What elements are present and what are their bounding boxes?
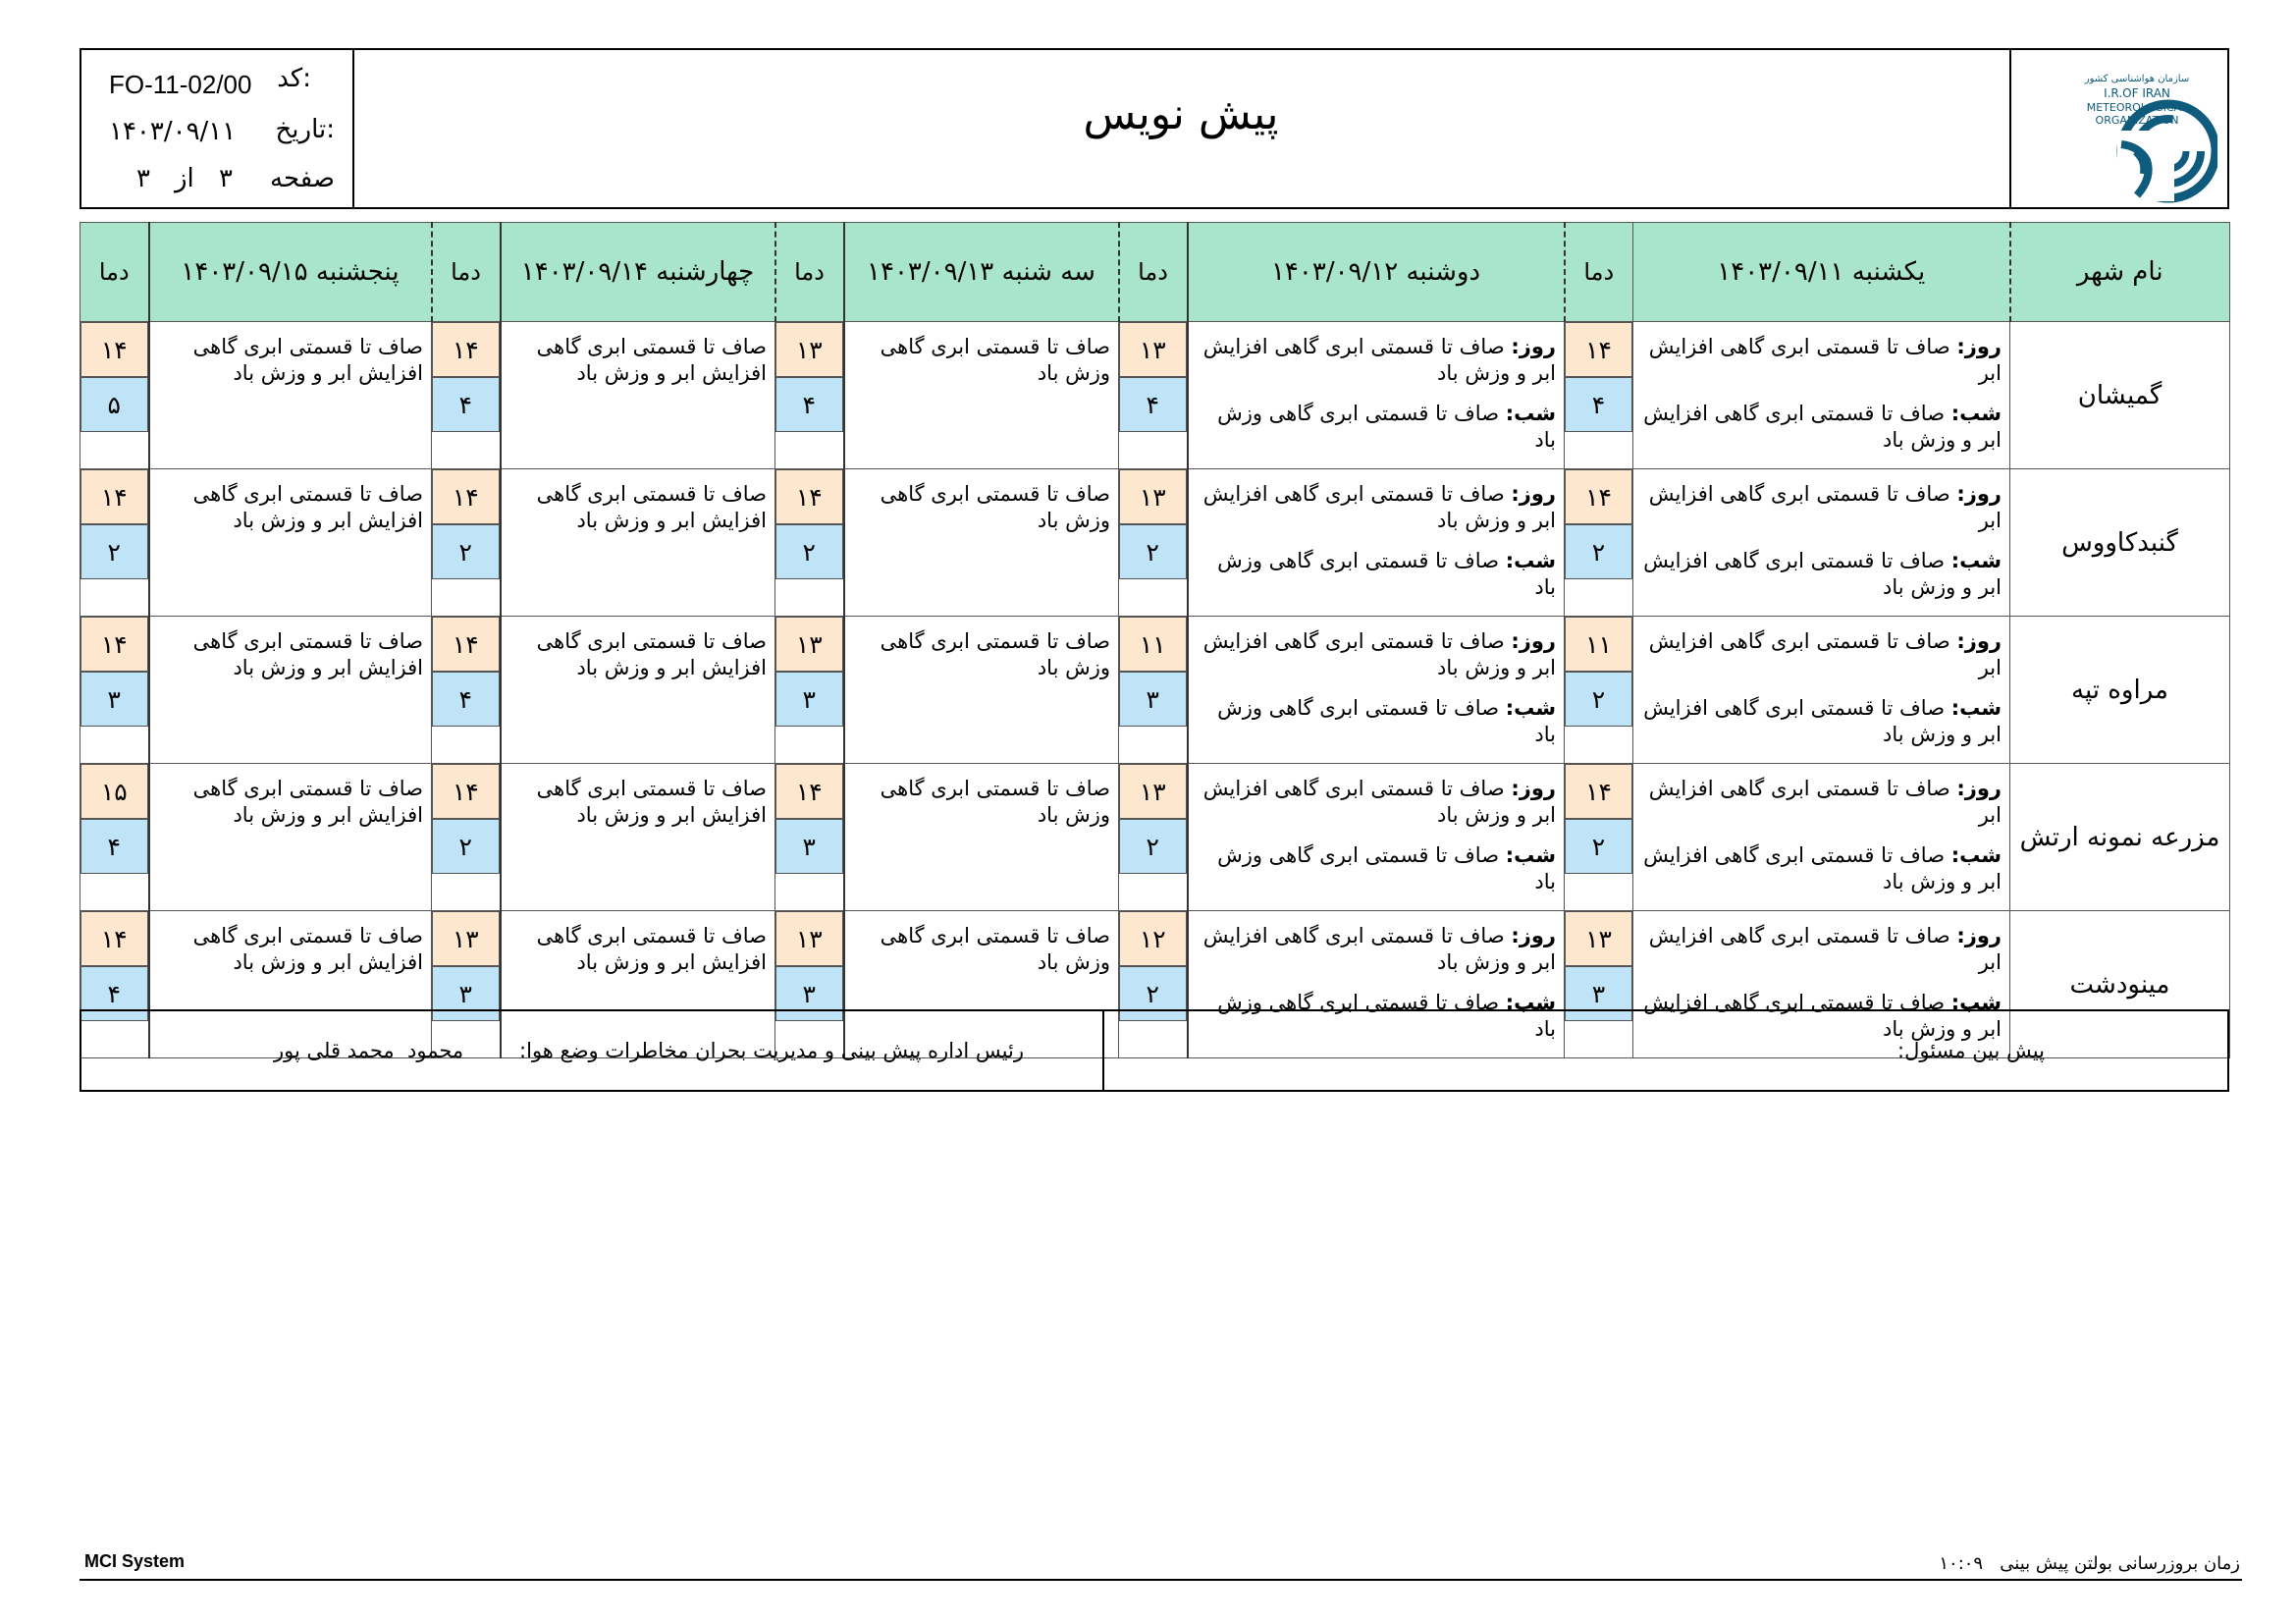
night-forecast-text: صاف تا قسمتی ابری گاهی افزایش ابر و وزش باد xyxy=(1643,843,2002,893)
min-temp: ۳ xyxy=(775,966,843,1021)
night-forecast-text: صاف تا قسمتی ابری گاهی وزش باد xyxy=(1217,991,1556,1041)
day-forecast xyxy=(1195,481,1557,534)
day-forecast xyxy=(1195,776,1557,829)
city-column-header: نام شهر xyxy=(2010,223,2230,322)
max-temp: ۱۴ xyxy=(80,322,148,377)
max-temp: ۱۴ xyxy=(1565,764,1632,819)
head-name: محمود محمد قلی پور xyxy=(274,1039,464,1062)
min-temp: ۳ xyxy=(1565,966,1632,1021)
svg-text:سازمان هواشناسی کشور: سازمان هواشناسی کشور xyxy=(2084,74,2190,84)
night-forecast xyxy=(1195,548,1557,601)
temp-cell-day-1 xyxy=(1565,469,1633,617)
min-temp: ۳ xyxy=(775,819,843,874)
min-temp: ۴ xyxy=(432,377,500,432)
temp-cell-day-4 xyxy=(432,322,501,469)
night-label: شب: xyxy=(1950,402,2002,425)
forecast-text: صاف تا قسمتی ابری گاهی وزش باد xyxy=(880,629,1110,679)
temp-cell-day-2 xyxy=(1119,469,1188,617)
spacer xyxy=(1195,534,1557,548)
night-forecast-text: صاف تا قسمتی ابری گاهی افزایش ابر و وزش باد xyxy=(1643,549,2002,599)
footer-update xyxy=(1939,1553,2240,1574)
min-temp: ۲ xyxy=(432,819,500,874)
max-temp: ۱۳ xyxy=(1119,322,1187,377)
forecast-text: صاف تا قسمتی ابری گاهی افزایش ابر و وزش باد xyxy=(192,335,423,385)
head-label: رئیس اداره پیش بینی و مدیریت بحران مخاطرات وضع هوا: xyxy=(519,1039,1024,1062)
forecast-desc-day-5 xyxy=(149,322,432,469)
day-forecast-text: صاف تا قسمتی ابری گاهی افزایش ابر و وزش باد xyxy=(1202,335,1556,385)
night-label: شب: xyxy=(1505,549,1556,572)
forecast-desc-day-3 xyxy=(844,322,1119,469)
night-forecast xyxy=(1195,401,1557,454)
min-temp: ۲ xyxy=(1565,524,1632,579)
table-row xyxy=(80,469,2230,617)
forecast-desc-day-1 xyxy=(1633,469,2010,617)
max-temp: ۱۴ xyxy=(432,764,500,819)
spacer xyxy=(1195,829,1557,842)
temp-header-1: دما xyxy=(1565,223,1633,322)
day-header-1: یکشنبه ۱۴۰۳/۰۹/۱۱ xyxy=(1633,223,2010,322)
max-temp: ۱۴ xyxy=(80,911,148,966)
spacer xyxy=(1639,681,2002,695)
temp-cell-day-3 xyxy=(775,322,844,469)
temp-cell-day-3 xyxy=(775,469,844,617)
day-forecast xyxy=(1639,334,2002,387)
temp-header-4: دما xyxy=(432,223,501,322)
day-header-3: سه شنبه ۱۴۰۳/۰۹/۱۳ xyxy=(844,223,1119,322)
min-temp: ۲ xyxy=(80,524,148,579)
night-forecast-text: صاف تا قسمتی ابری گاهی وزش باد xyxy=(1217,549,1556,599)
night-label: شب: xyxy=(1950,843,2002,867)
max-temp: ۱۳ xyxy=(1119,469,1187,524)
forecast-desc-day-1 xyxy=(1633,617,2010,764)
code-label: کد: xyxy=(277,64,311,93)
city-name: مزرعه نمونه ارتش xyxy=(2010,764,2230,911)
page-of: از xyxy=(175,164,194,193)
min-temp: ۳ xyxy=(1119,672,1187,727)
day-label: روز: xyxy=(1956,482,2002,506)
update-label: زمان بروزرسانی بولتن پیش بینی xyxy=(2000,1553,2240,1574)
forecast-desc-day-2 xyxy=(1188,764,1565,911)
forecast-text: صاف تا قسمتی ابری گاهی افزایش ابر و وزش باد xyxy=(536,335,767,385)
meteorological-organization-logo-icon xyxy=(2021,58,2217,205)
forecast-desc-day-2 xyxy=(1188,617,1565,764)
min-temp: ۴ xyxy=(80,966,148,1021)
temp-cell-day-1 xyxy=(1565,617,1633,764)
forecast-text: صاف تا قسمتی ابری گاهی وزش باد xyxy=(880,777,1110,827)
day-forecast-text: صاف تا قسمتی ابری گاهی افزایش ابر xyxy=(1648,629,2002,679)
max-temp: ۱۳ xyxy=(775,322,843,377)
day-forecast-text: صاف تا قسمتی ابری گاهی افزایش ابر xyxy=(1648,777,2002,827)
footer-system: MCI System xyxy=(84,1551,186,1571)
night-label: شب: xyxy=(1950,549,2002,572)
temp-cell-day-4 xyxy=(432,617,501,764)
temp-cell-day-5 xyxy=(80,469,149,617)
day-forecast-text: صاف تا قسمتی ابری گاهی افزایش ابر و وزش باد xyxy=(1202,482,1556,532)
day-forecast-text: صاف تا قسمتی ابری گاهی افزایش ابر و وزش باد xyxy=(1202,924,1556,974)
night-forecast-text: صاف تا قسمتی ابری گاهی وزش باد xyxy=(1217,402,1556,452)
table-row xyxy=(80,617,2230,764)
forecast-desc-day-3 xyxy=(844,469,1119,617)
document-title: پیش نویس xyxy=(1083,89,1279,139)
date-value: ۱۴۰۳/۰۹/۱۱ xyxy=(109,117,237,146)
temp-cell-day-2 xyxy=(1119,322,1188,469)
night-label: شب: xyxy=(1950,696,2002,720)
night-forecast-text: صاف تا قسمتی ابری گاهی افزایش ابر و وزش باد xyxy=(1643,402,2002,452)
min-temp: ۳ xyxy=(80,672,148,727)
max-temp: ۱۴ xyxy=(775,469,843,524)
temp-header-5: دما xyxy=(80,223,149,322)
forecast-desc-day-5 xyxy=(149,617,432,764)
temp-cell-day-5 xyxy=(80,617,149,764)
date-label: تاریخ: xyxy=(275,115,335,144)
day-header-2: دوشنبه ۱۴۰۳/۰۹/۱۲ xyxy=(1188,223,1565,322)
spacer xyxy=(1639,829,2002,842)
footer-divider xyxy=(80,1579,2242,1581)
title-cell xyxy=(350,50,2011,207)
day-forecast xyxy=(1195,334,1557,387)
max-temp: ۱۲ xyxy=(1119,911,1187,966)
forecast-text: صاف تا قسمتی ابری گاهی افزایش ابر و وزش باد xyxy=(536,629,767,679)
update-time: ۱۰:۰۹ xyxy=(1939,1553,1984,1574)
night-label: شب: xyxy=(1505,843,1556,867)
city-name: مراوه تپه xyxy=(2010,617,2230,764)
page-total: ۳ xyxy=(136,164,150,193)
spacer xyxy=(1195,681,1557,695)
max-temp: ۱۱ xyxy=(1565,617,1632,672)
forecast-desc-day-3 xyxy=(844,617,1119,764)
forecast-text: صاف تا قسمتی ابری گاهی افزایش ابر و وزش باد xyxy=(192,777,423,827)
forecast-text: صاف تا قسمتی ابری گاهی وزش باد xyxy=(880,335,1110,385)
forecast-desc-day-4 xyxy=(501,322,775,469)
day-label: روز: xyxy=(1511,924,1556,947)
temp-cell-day-5 xyxy=(80,322,149,469)
night-label: شب: xyxy=(1505,991,1556,1014)
min-temp: ۲ xyxy=(432,524,500,579)
min-temp: ۲ xyxy=(775,524,843,579)
max-temp: ۱۳ xyxy=(775,617,843,672)
svg-text:ORGANIZATION: ORGANIZATION xyxy=(2095,114,2179,127)
forecast-desc-day-1 xyxy=(1633,322,2010,469)
city-name: مینودشت xyxy=(2010,911,2230,1058)
temp-header-3: دما xyxy=(775,223,844,322)
max-temp: ۱۴ xyxy=(1565,322,1632,377)
min-temp: ۲ xyxy=(1565,672,1632,727)
svg-text:I.R.OF IRAN: I.R.OF IRAN xyxy=(2104,86,2170,100)
forecast-desc-day-3 xyxy=(844,764,1119,911)
max-temp: ۱۴ xyxy=(775,764,843,819)
day-forecast xyxy=(1195,923,1557,976)
max-temp: ۱۴ xyxy=(432,469,500,524)
head-cell xyxy=(81,1011,1104,1090)
day-header-4: چهارشنبه ۱۴۰۳/۰۹/۱۴ xyxy=(501,223,775,322)
night-forecast xyxy=(1639,842,2002,895)
forecast-text: صاف تا قسمتی ابری گاهی افزایش ابر و وزش باد xyxy=(536,924,767,974)
temp-cell-day-5 xyxy=(80,764,149,911)
temp-cell-day-3 xyxy=(775,764,844,911)
table-row xyxy=(80,322,2230,469)
day-forecast xyxy=(1639,628,2002,681)
max-temp: ۱۵ xyxy=(80,764,148,819)
day-forecast xyxy=(1195,628,1557,681)
temp-cell-day-4 xyxy=(432,469,501,617)
max-temp: ۱۴ xyxy=(80,617,148,672)
day-forecast xyxy=(1639,481,2002,534)
min-temp: ۴ xyxy=(1565,377,1632,432)
min-temp: ۴ xyxy=(775,377,843,432)
forecast-table xyxy=(80,222,2230,1058)
min-temp: ۲ xyxy=(1119,819,1187,874)
spacer xyxy=(1639,534,2002,548)
day-forecast xyxy=(1639,923,2002,976)
forecast-desc-day-2 xyxy=(1188,469,1565,617)
min-temp: ۲ xyxy=(1565,819,1632,874)
spacer xyxy=(1195,976,1557,990)
day-label: روز: xyxy=(1956,777,2002,800)
max-temp: ۱۳ xyxy=(432,911,500,966)
forecast-desc-day-5 xyxy=(149,764,432,911)
day-label: روز: xyxy=(1511,629,1556,653)
signature-box xyxy=(80,1009,2229,1092)
forecaster-cell xyxy=(1098,1011,2227,1090)
forecast-text: صاف تا قسمتی ابری گاهی وزش باد xyxy=(880,924,1110,974)
day-forecast xyxy=(1639,776,2002,829)
forecast-desc-day-4 xyxy=(501,617,775,764)
day-label: روز: xyxy=(1511,335,1556,358)
max-temp: ۱۳ xyxy=(1565,911,1632,966)
code-value: FO-11-02/00 xyxy=(109,70,252,99)
forecast-desc-day-5 xyxy=(149,469,432,617)
spacer xyxy=(1639,387,2002,401)
day-forecast-text: صاف تا قسمتی ابری گاهی افزایش ابر و وزش باد xyxy=(1202,777,1556,827)
temp-cell-day-1 xyxy=(1565,322,1633,469)
night-label: شب: xyxy=(1950,991,2002,1014)
day-label: روز: xyxy=(1956,924,2002,947)
min-temp: ۳ xyxy=(432,966,500,1021)
page-label: صفحه xyxy=(270,164,335,193)
max-temp: ۱۳ xyxy=(775,911,843,966)
spacer xyxy=(1639,976,2002,990)
night-forecast xyxy=(1195,842,1557,895)
temp-header-2: دما xyxy=(1119,223,1188,322)
table-row xyxy=(80,764,2230,911)
night-label: شب: xyxy=(1505,696,1556,720)
night-forecast-text: صاف تا قسمتی ابری گاهی افزایش ابر و وزش باد xyxy=(1643,991,2002,1041)
night-forecast-text: صاف تا قسمتی ابری گاهی افزایش ابر و وزش باد xyxy=(1643,696,2002,746)
svg-text:METEOROLOGICAL: METEOROLOGICAL xyxy=(2086,101,2188,114)
min-temp: ۲ xyxy=(1119,966,1187,1021)
night-forecast xyxy=(1639,401,2002,454)
spacer xyxy=(1195,387,1557,401)
max-temp: ۱۱ xyxy=(1119,617,1187,672)
forecast-text: صاف تا قسمتی ابری گاهی افزایش ابر و وزش باد xyxy=(192,924,423,974)
document-header xyxy=(80,48,2229,209)
forecast-desc-day-2 xyxy=(1188,322,1565,469)
day-label: روز: xyxy=(1511,482,1556,506)
logo-cell xyxy=(2009,50,2227,207)
city-name: گنبدکاووس xyxy=(2010,469,2230,617)
day-forecast-text: صاف تا قسمتی ابری گاهی افزایش ابر xyxy=(1648,335,2002,385)
temp-cell-day-1 xyxy=(1565,764,1633,911)
max-temp: ۱۳ xyxy=(1119,764,1187,819)
min-temp: ۳ xyxy=(775,672,843,727)
city-name: گمیشان xyxy=(2010,322,2230,469)
night-forecast-text: صاف تا قسمتی ابری گاهی وزش باد xyxy=(1217,843,1556,893)
document-meta xyxy=(81,50,354,207)
forecast-text: صاف تا قسمتی ابری گاهی افزایش ابر و وزش باد xyxy=(192,482,423,532)
forecast-desc-day-1 xyxy=(1633,764,2010,911)
forecast-desc-day-4 xyxy=(501,764,775,911)
min-temp: ۴ xyxy=(80,819,148,874)
forecast-text: صاف تا قسمتی ابری گاهی افزایش ابر و وزش باد xyxy=(536,777,767,827)
temp-cell-day-4 xyxy=(432,764,501,911)
min-temp: ۵ xyxy=(80,377,148,432)
day-forecast-text: صاف تا قسمتی ابری گاهی افزایش ابر و وزش باد xyxy=(1202,629,1556,679)
forecaster-label: پیش بین مسئول: xyxy=(1897,1039,2045,1062)
day-header-5: پنجشنبه ۱۴۰۳/۰۹/۱۵ xyxy=(149,223,432,322)
night-forecast xyxy=(1639,695,2002,748)
day-label: روز: xyxy=(1511,777,1556,800)
day-label: روز: xyxy=(1956,335,2002,358)
night-label: شب: xyxy=(1505,402,1556,425)
max-temp: ۱۴ xyxy=(1565,469,1632,524)
forecast-desc-day-4 xyxy=(501,469,775,617)
min-temp: ۴ xyxy=(1119,377,1187,432)
night-forecast xyxy=(1639,548,2002,601)
day-forecast-text: صاف تا قسمتی ابری گاهی افزایش ابر xyxy=(1648,482,2002,532)
temp-cell-day-3 xyxy=(775,617,844,764)
max-temp: ۱۴ xyxy=(432,322,500,377)
max-temp: ۱۴ xyxy=(432,617,500,672)
min-temp: ۲ xyxy=(1119,524,1187,579)
day-forecast-text: صاف تا قسمتی ابری گاهی افزایش ابر xyxy=(1648,924,2002,974)
night-forecast-text: صاف تا قسمتی ابری گاهی وزش باد xyxy=(1217,696,1556,746)
forecast-text: صاف تا قسمتی ابری گاهی افزایش ابر و وزش باد xyxy=(536,482,767,532)
max-temp: ۱۴ xyxy=(80,469,148,524)
table-header-row xyxy=(80,223,2230,322)
day-label: روز: xyxy=(1956,629,2002,653)
min-temp: ۴ xyxy=(432,672,500,727)
temp-cell-day-2 xyxy=(1119,764,1188,911)
temp-cell-day-2 xyxy=(1119,617,1188,764)
forecast-text: صاف تا قسمتی ابری گاهی افزایش ابر و وزش باد xyxy=(192,629,423,679)
night-forecast xyxy=(1195,695,1557,748)
forecast-text: صاف تا قسمتی ابری گاهی وزش باد xyxy=(880,482,1110,532)
page-current: ۳ xyxy=(219,164,233,193)
